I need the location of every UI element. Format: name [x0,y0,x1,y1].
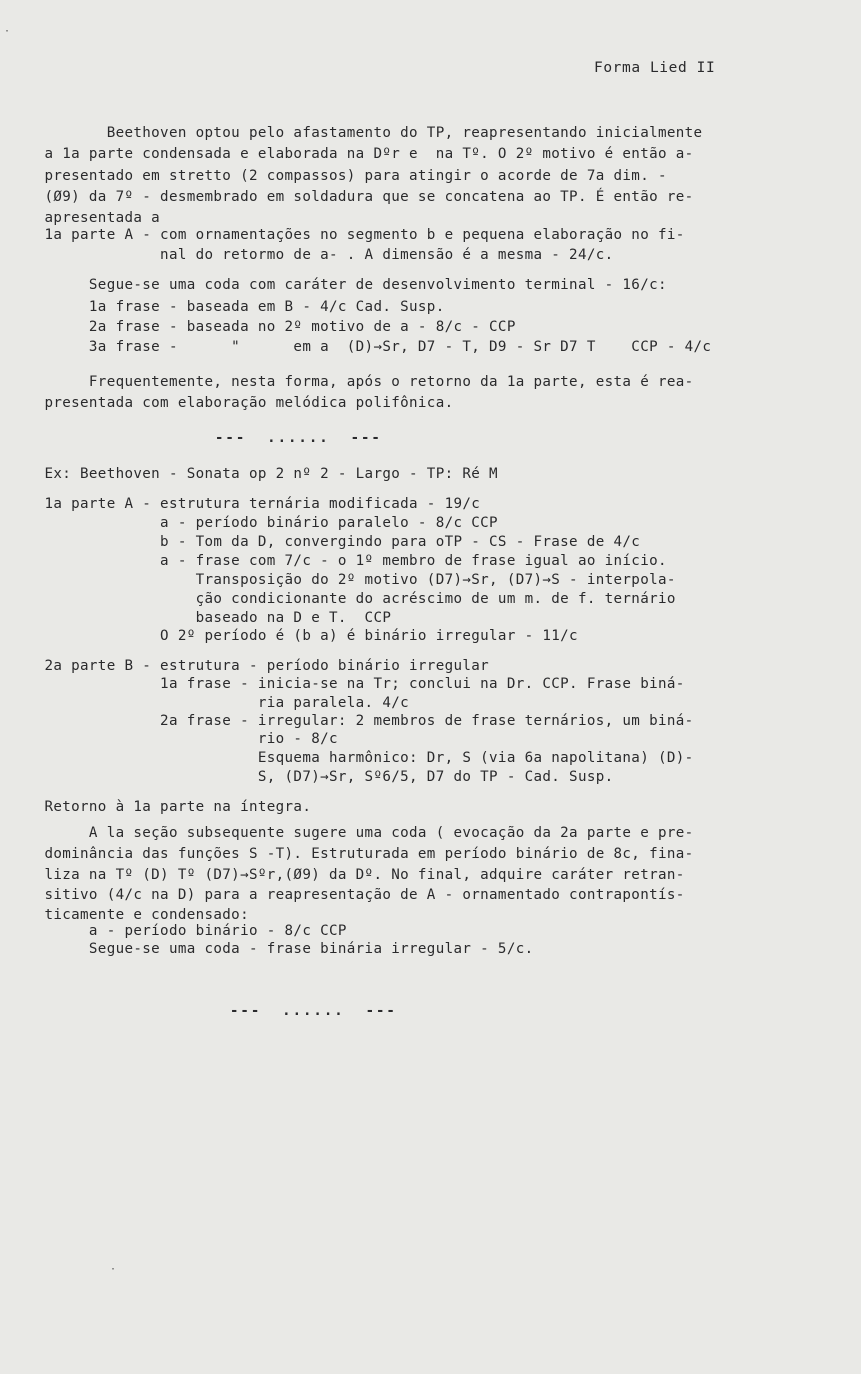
text-line: O 2º período é (b a) é binário irregular - 11/c [0,628,578,644]
text-line: 2a parte B - estrutura - período binário irregular [0,658,490,674]
text-line: 1a frase - inicia-se na Tr; conclui na Dr. CCP. Frase biná- [0,676,685,692]
text-line: presentada com elaboração melódica polifônica. [0,395,454,411]
text-line: Beethoven optou pelo afastamento do TP, reapresentando inicialmente [0,125,703,141]
text-line: rio - 8/c [0,731,338,747]
text-line: apresentada a [0,210,161,226]
page-title: Forma Lied II [594,60,716,76]
text-line: S, (D7)→Sr, Sº6/5, D7 do TP - Cad. Susp. [0,769,614,785]
text-line: Frequentemente, nesta forma, após o retorno da 1a parte, esta é rea- [0,374,694,390]
text-line: 1a parte A - com ornamentações no segmento b e pequena elaboração no fi- [0,227,685,243]
scan-speck: · [4,26,11,37]
text-line: Retorno à 1a parte na íntegra. [0,799,312,815]
text-line: 2a frase - irregular: 2 membros de frase ternários, um biná- [0,713,694,729]
text-line: A la seção subsequente sugere uma coda ( evocação da 2a parte e pre- [0,825,694,841]
text-line: a - período binário - 8/c CCP [0,923,347,939]
text-line: liza na Tº (D) Tº (D7)→Sºr,(Ø9) da Dº. No final, adquire caráter retran- [0,867,685,883]
text-line: a - frase com 7/c - o 1º membro de frase igual ao início. [0,553,667,569]
text-line: Segue-se uma coda - frase binária irregular - 5/c. [0,941,534,957]
separator: --- ...... --- [215,430,382,446]
text-line: Esquema harmônico: Dr, S (via 6a napolitana) (D)- [0,750,694,766]
text-line: baseado na D e T. CCP [0,610,392,626]
text-line: Transposição do 2º motivo (D7)→Sr, (D7)→S - interpola- [0,572,676,588]
text-line: presentado em stretto (2 compassos) para atingir o acorde de 7a dim. - [0,168,667,184]
text-line: 2a frase - baseada no 2º motivo de a - 8/c - CCP [0,319,516,335]
text-line: ria paralela. 4/c [0,695,410,711]
text-line: 1a frase - baseada em B - 4/c Cad. Susp. [0,299,445,315]
separator: --- ...... --- [230,1003,397,1019]
text-line: ção condicionante do acréscimo de um m. de f. ternário [0,591,676,607]
text-line: a 1a parte condensada e elaborada na Dºr e na Tº. O 2º motivo é então a- [0,146,694,162]
scan-speck: · [110,1264,117,1275]
text-line: sitivo (4/c na D) para a reapresentação de A - ornamentado contrapontís- [0,887,685,903]
text-line: Segue-se uma coda com caráter de desenvolvimento terminal - 16/c: [0,277,667,293]
text-line: (Ø9) da 7º - desmembrado em soldadura que se concatena ao TP. É então re- [0,189,694,205]
text-line: b - Tom da D, convergindo para oTP - CS - Frase de 4/c [0,534,641,550]
text-line: Ex: Beethoven - Sonata op 2 nº 2 - Largo - TP: Ré M [0,466,498,482]
text-line: a - período binário paralelo - 8/c CCP [0,515,498,531]
text-line: nal do retormo de a- . A dimensão é a mesma - 24/c. [0,247,614,263]
text-line: 3a frase - " em a (D)→Sr, D7 - T, D9 - Sr D7 T CCP - 4/c [0,339,712,355]
text-line: dominância das funções S -T). Estruturada em período binário de 8c, fina- [0,846,694,862]
text-line: 1a parte A - estrutura ternária modificada - 19/c [0,496,481,512]
text-line: ticamente e condensado: [0,907,249,923]
